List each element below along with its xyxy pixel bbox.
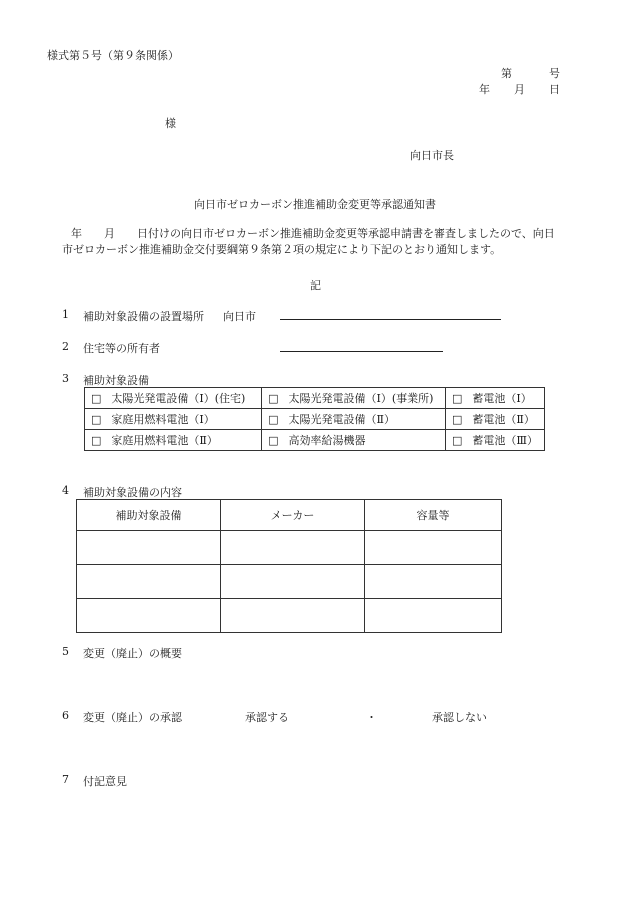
equipment-detail-table <box>76 499 502 633</box>
checkbox[interactable]: □ <box>268 434 279 447</box>
date-year: 年 <box>479 83 490 96</box>
checkbox-cell[interactable] <box>85 388 262 409</box>
item2-underline <box>280 351 443 352</box>
column-header-capacity: 容量等 <box>365 500 502 531</box>
checkbox-label: 家庭用燃料電池（Ⅰ） <box>111 413 215 426</box>
option-separator: ・ <box>366 711 377 724</box>
table-cell[interactable] <box>365 531 502 565</box>
checkbox[interactable]: □ <box>268 413 279 426</box>
checkbox-label: 太陽光発電設備（Ⅱ） <box>288 413 395 426</box>
reject-option[interactable]: 承認しない <box>432 711 487 724</box>
approve-option[interactable]: 承認する <box>245 711 289 724</box>
checkbox-cell[interactable] <box>445 409 544 430</box>
addressee-suffix: 様 <box>165 117 176 130</box>
checkbox[interactable]: □ <box>91 413 102 426</box>
checkbox-label: 高効率給湯機器 <box>288 434 366 447</box>
checkbox[interactable]: □ <box>451 392 463 405</box>
date-month: 月 <box>514 83 525 96</box>
table-row <box>85 388 545 409</box>
ki-marker: 記 <box>310 279 321 292</box>
table-row <box>77 565 502 599</box>
body-line-1: 年 月 日付けの向日市ゼロカーボン推進補助金変更等承認申請書を審査しましたので、向日 <box>71 227 555 240</box>
item1-number: 1 <box>62 308 69 321</box>
equipment-checkbox-table <box>84 387 545 451</box>
item3-number: 3 <box>62 372 69 385</box>
body-line-2: 市ゼロカーボン推進補助金交付要綱第９条第２項の規定により下記のとおり通知します。 <box>62 243 502 256</box>
table-header-row <box>77 500 502 531</box>
item6-number: 6 <box>62 709 69 722</box>
checkbox[interactable]: □ <box>91 392 102 405</box>
column-header-equipment: 補助対象設備 <box>77 500 221 531</box>
checkbox-label: 蓄電池（Ⅰ） <box>472 392 532 405</box>
item4-number: 4 <box>62 484 69 497</box>
checkbox-cell[interactable] <box>262 388 446 409</box>
table-cell[interactable] <box>77 531 221 565</box>
checkbox-cell[interactable] <box>445 430 544 451</box>
checkbox-cell[interactable] <box>85 409 262 430</box>
item3-label: 補助対象設備 <box>83 374 149 387</box>
table-row <box>77 531 502 565</box>
item4-label: 補助対象設備の内容 <box>83 486 182 499</box>
table-cell[interactable] <box>77 565 221 599</box>
checkbox-label: 太陽光発電設備（Ⅰ）(事業所) <box>288 392 434 405</box>
checkbox[interactable]: □ <box>91 434 102 447</box>
checkbox[interactable]: □ <box>451 434 463 447</box>
doc-number-dai: 第 <box>501 67 512 80</box>
checkbox[interactable]: □ <box>268 392 279 405</box>
table-cell[interactable] <box>365 565 502 599</box>
checkbox-label: 蓄電池（Ⅱ） <box>472 413 535 426</box>
checkbox-label: 家庭用燃料電池（Ⅱ） <box>111 434 218 447</box>
item5-number: 5 <box>62 645 69 658</box>
date-day: 日 <box>549 83 560 96</box>
table-row <box>85 409 545 430</box>
item1-city: 向日市 <box>223 310 256 323</box>
table-cell[interactable] <box>221 531 365 565</box>
checkbox-cell[interactable] <box>445 388 544 409</box>
checkbox[interactable]: □ <box>451 413 463 426</box>
item1-label: 補助対象設備の設置場所 <box>83 310 204 323</box>
item6-label: 変更（廃止）の承認 <box>83 711 182 724</box>
item2-label: 住宅等の所有者 <box>83 342 160 355</box>
table-cell[interactable] <box>221 565 365 599</box>
doc-number-go: 号 <box>549 67 560 80</box>
column-header-maker: メーカー <box>221 500 365 531</box>
item2-number: 2 <box>62 340 69 353</box>
table-cell[interactable] <box>77 599 221 633</box>
item5-label: 変更（廃止）の概要 <box>83 647 182 660</box>
item7-label: 付記意見 <box>83 775 127 788</box>
table-row <box>77 599 502 633</box>
table-cell[interactable] <box>221 599 365 633</box>
item7-number: 7 <box>62 773 69 786</box>
checkbox-cell[interactable] <box>262 430 446 451</box>
checkbox-label: 蓄電池（Ⅲ） <box>472 434 538 447</box>
table-cell[interactable] <box>365 599 502 633</box>
table-row <box>85 430 545 451</box>
document-title: 向日市ゼロカーボン推進補助金変更等承認通知書 <box>194 198 436 211</box>
checkbox-cell[interactable] <box>85 430 262 451</box>
checkbox-label: 太陽光発電設備（Ⅰ）(住宅) <box>111 392 246 405</box>
item1-underline <box>280 319 501 320</box>
checkbox-cell[interactable] <box>262 409 446 430</box>
form-number: 様式第５号（第９条関係） <box>47 49 179 62</box>
sender-name: 向日市長 <box>410 149 454 162</box>
